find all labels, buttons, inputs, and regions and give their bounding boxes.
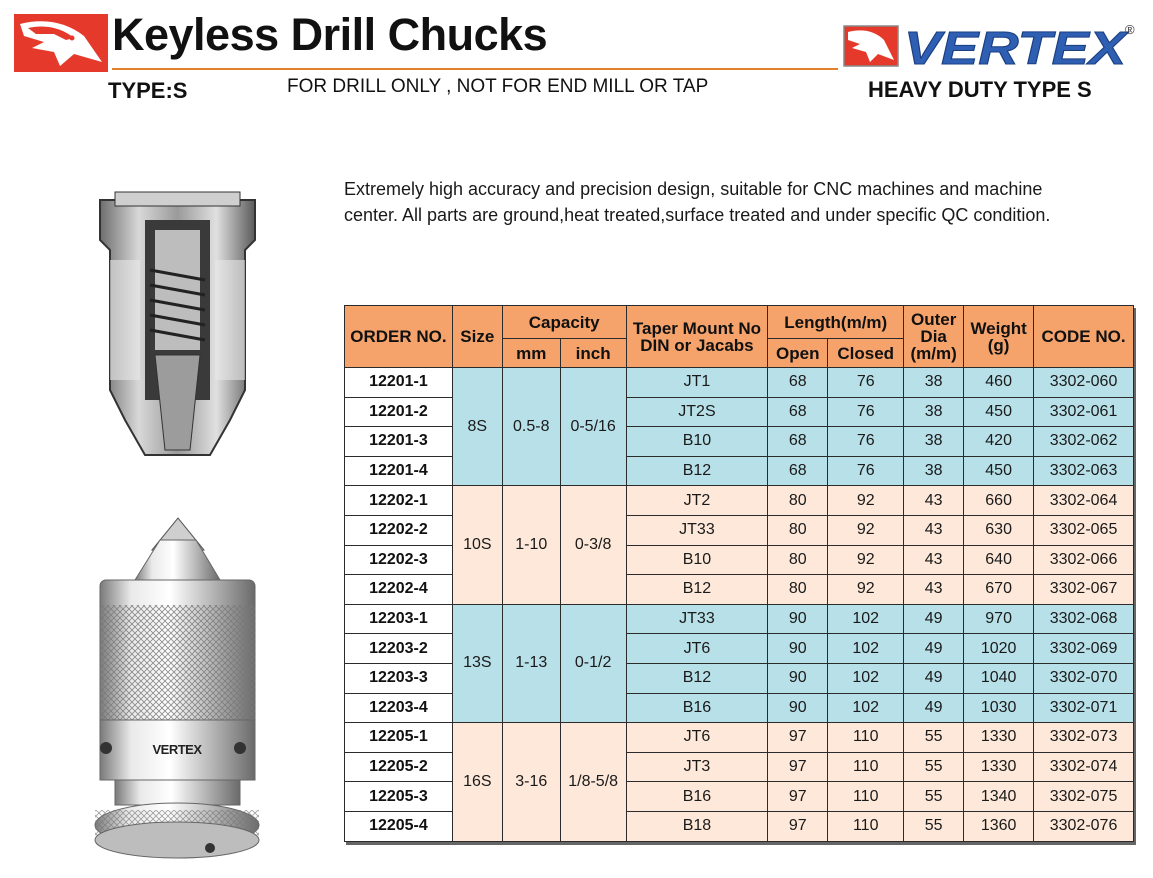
outer-dia-cell: 49 [904,634,964,664]
code-no-cell: 3302-065 [1034,515,1134,545]
code-no-cell: 3302-068 [1034,604,1134,634]
length-closed-cell: 110 [828,723,904,753]
taper-mount-cell: JT2 [626,486,768,516]
length-open-cell: 90 [768,634,828,664]
length-open-cell: 90 [768,663,828,693]
order-no-cell: 12203-1 [345,604,453,634]
header-taper-mount: Taper Mount No DIN or Jacabs [626,306,768,368]
header-outer-dia: Outer Dia (m/m) [904,306,964,368]
length-closed-cell: 92 [828,515,904,545]
weight-cell: 1030 [964,693,1034,723]
length-open-cell: 97 [768,811,828,841]
length-open-cell: 80 [768,575,828,605]
weight-cell: 970 [964,604,1034,634]
outer-dia-cell: 49 [904,693,964,723]
code-no-cell: 3302-061 [1034,397,1134,427]
length-closed-cell: 110 [828,752,904,782]
table-row [345,604,1134,634]
order-no-cell: 12202-4 [345,575,453,605]
order-no-cell: 12201-3 [345,427,453,457]
table-row [345,723,1134,753]
outer-dia-cell: 55 [904,782,964,812]
code-no-cell: 3302-064 [1034,486,1134,516]
taper-mount-cell: JT33 [626,604,768,634]
capacity-inch-cell: 0-3/8 [560,486,626,604]
outer-dia-cell: 43 [904,515,964,545]
outer-dia-cell: 38 [904,427,964,457]
code-no-cell: 3302-073 [1034,723,1134,753]
eagle-logo-icon [14,14,108,72]
engraved-brand-mark: VERTEX [152,742,202,757]
taper-mount-cell: JT3 [626,752,768,782]
code-no-cell: 3302-075 [1034,782,1134,812]
size-cell: 10S [452,486,502,604]
outer-dia-cell: 38 [904,397,964,427]
code-no-cell: 3302-069 [1034,634,1134,664]
spec-table [344,305,1134,842]
length-open-cell: 68 [768,427,828,457]
outer-dia-cell: 55 [904,752,964,782]
header-order-no: ORDER NO. [345,306,453,368]
header-length: Length(m/m) [768,306,904,339]
order-no-cell: 12202-3 [345,545,453,575]
brand-wordmark: VERTEX [904,22,1129,72]
outer-dia-cell: 55 [904,723,964,753]
length-closed-cell: 76 [828,368,904,398]
length-open-cell: 80 [768,545,828,575]
header-weight: Weight (g) [964,306,1034,368]
order-no-cell: 12205-3 [345,782,453,812]
length-open-cell: 90 [768,604,828,634]
order-no-cell: 12201-2 [345,397,453,427]
length-open-cell: 97 [768,782,828,812]
header-size: Size [452,306,502,368]
order-no-cell: 12205-1 [345,723,453,753]
order-no-cell: 12205-4 [345,811,453,841]
spec-table-body [345,368,1134,842]
length-closed-cell: 102 [828,693,904,723]
size-cell: 13S [452,604,502,722]
outer-dia-cell: 55 [904,811,964,841]
header-capacity: Capacity [502,306,626,339]
taper-mount-cell: JT1 [626,368,768,398]
weight-cell: 630 [964,515,1034,545]
length-closed-cell: 110 [828,811,904,841]
length-closed-cell: 102 [828,604,904,634]
outer-dia-cell: 43 [904,575,964,605]
length-open-cell: 90 [768,693,828,723]
header-open: Open [768,339,828,368]
size-cell: 16S [452,723,502,841]
code-no-cell: 3302-076 [1034,811,1134,841]
length-closed-cell: 92 [828,486,904,516]
taper-mount-cell: JT6 [626,634,768,664]
length-open-cell: 80 [768,486,828,516]
table-row [345,368,1134,398]
code-no-cell: 3302-066 [1034,545,1134,575]
product-subtitle: HEAVY DUTY TYPE S [868,77,1092,102]
outer-dia-cell: 38 [904,368,964,398]
vertex-brand-logo [842,20,1142,72]
order-no-cell: 12201-1 [345,368,453,398]
taper-mount-cell: B10 [626,427,768,457]
registered-mark: ® [1125,22,1135,37]
outer-dia-cell: 43 [904,545,964,575]
outer-dia-cell: 38 [904,456,964,486]
capacity-inch-cell: 1/8-5/8 [560,723,626,841]
code-no-cell: 3302-063 [1034,456,1134,486]
weight-cell: 640 [964,545,1034,575]
code-no-cell: 3302-060 [1034,368,1134,398]
header-closed: Closed [828,339,904,368]
order-no-cell: 12203-3 [345,663,453,693]
taper-mount-cell: B16 [626,693,768,723]
size-cell: 8S [452,368,502,486]
order-no-cell: 12205-2 [345,752,453,782]
taper-mount-cell: B12 [626,663,768,693]
taper-mount-cell: JT33 [626,515,768,545]
length-open-cell: 97 [768,723,828,753]
header-mm: mm [502,339,560,368]
weight-cell: 1020 [964,634,1034,664]
length-closed-cell: 76 [828,456,904,486]
product-description: Extremely high accuracy and precision design, suitable for CNC machines and machine center. All parts are ground,heat treated,surface treated and under specific QC condition. [344,179,1051,225]
taper-mount-cell: B16 [626,782,768,812]
outer-dia-cell: 43 [904,486,964,516]
title-underline [112,68,838,70]
capacity-inch-cell: 0-1/2 [560,604,626,722]
length-open-cell: 68 [768,368,828,398]
order-no-cell: 12202-2 [345,515,453,545]
weight-cell: 670 [964,575,1034,605]
taper-mount-cell: B12 [626,575,768,605]
usage-note: FOR DRILL ONLY , NOT FOR END MILL OR TAP [287,76,709,97]
taper-mount-cell: JT2S [626,397,768,427]
length-closed-cell: 76 [828,397,904,427]
capacity-inch-cell: 0-5/16 [560,368,626,486]
type-label: TYPE:S [108,78,188,103]
length-closed-cell: 102 [828,634,904,664]
code-no-cell: 3302-062 [1034,427,1134,457]
outer-dia-cell: 49 [904,663,964,693]
weight-cell: 420 [964,427,1034,457]
length-open-cell: 68 [768,397,828,427]
capacity-mm-cell: 0.5-8 [502,368,560,486]
taper-mount-cell: B10 [626,545,768,575]
page-title: Keyless Drill Chucks [112,9,548,60]
taper-mount-cell: B12 [626,456,768,486]
table-row [345,486,1134,516]
capacity-mm-cell: 1-10 [502,486,560,604]
weight-cell: 1040 [964,663,1034,693]
order-no-cell: 12201-4 [345,456,453,486]
code-no-cell: 3302-071 [1034,693,1134,723]
taper-mount-cell: JT6 [626,723,768,753]
weight-cell: 1330 [964,752,1034,782]
weight-cell: 1340 [964,782,1034,812]
weight-cell: 1360 [964,811,1034,841]
length-open-cell: 80 [768,515,828,545]
length-closed-cell: 92 [828,575,904,605]
weight-cell: 1330 [964,723,1034,753]
length-closed-cell: 92 [828,545,904,575]
weight-cell: 460 [964,368,1034,398]
length-closed-cell: 102 [828,663,904,693]
header-inch: inch [560,339,626,368]
code-no-cell: 3302-070 [1034,663,1134,693]
length-open-cell: 97 [768,752,828,782]
weight-cell: 450 [964,397,1034,427]
taper-mount-cell: B18 [626,811,768,841]
capacity-mm-cell: 3-16 [502,723,560,841]
code-no-cell: 3302-067 [1034,575,1134,605]
order-no-cell: 12202-1 [345,486,453,516]
order-no-cell: 12203-2 [345,634,453,664]
length-closed-cell: 76 [828,427,904,457]
capacity-mm-cell: 1-13 [502,604,560,722]
outer-dia-cell: 49 [904,604,964,634]
drill-chuck-cutaway-image [90,180,265,470]
length-open-cell: 68 [768,456,828,486]
length-closed-cell: 110 [828,782,904,812]
weight-cell: 660 [964,486,1034,516]
order-no-cell: 12203-4 [345,693,453,723]
code-no-cell: 3302-074 [1034,752,1134,782]
header-code-no: CODE NO. [1034,306,1134,368]
weight-cell: 450 [964,456,1034,486]
drill-chuck-assembled-image [90,510,265,865]
